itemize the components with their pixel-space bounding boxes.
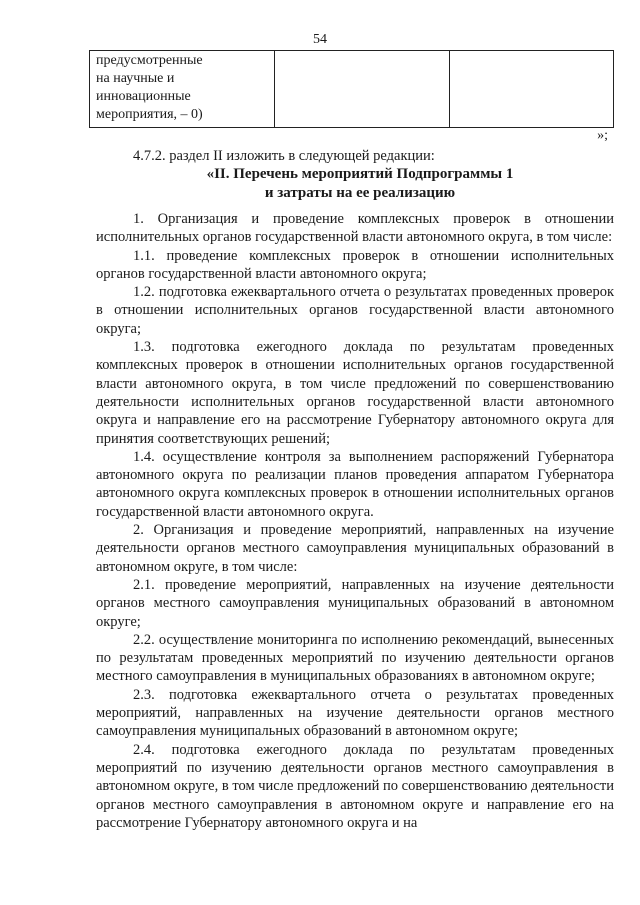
table-cell-description bbox=[90, 51, 275, 128]
paragraph-item: 1.3. подготовка ежегодного доклада по результатам проведенных комплексных проверок в отношении исполнительных органов государственной власти автономного округа, в том числе предложений по совершенствованию деятельности исполнительных органов государственной власти автономного округа и направление его на рассмотрение Губернатору автономного округа для принятия соответствующих решений; bbox=[96, 339, 614, 447]
amendment-lead-in: 4.7.2. раздел II изложить в следующей редакции: bbox=[133, 148, 435, 164]
section-title bbox=[150, 165, 570, 203]
continued-table bbox=[89, 50, 614, 128]
paragraph-item: 2.2. осуществление мониторинга по исполнению рекомендаций, вынесенных по результатам проведенных мероприятий по изучению деятельности органов местного самоуправления в муниципальных образованиях в автономном округе; bbox=[96, 631, 614, 685]
page-number: 54 bbox=[313, 32, 327, 47]
cell-line: инновационные bbox=[96, 89, 191, 104]
paragraph-item: 2.1. проведение мероприятий, направленных на изучение деятельности органов местного самоуправления муниципальных образований в автономном округе; bbox=[96, 576, 614, 630]
paragraph-item: 1.4. осуществление контроля за выполнением распоряжений Губернатора автономного округа по реализации планов проведения аппаратом Губернатора автономного округа комплексных проверок в отношении исполнительных органов государственной власти автономного округа. bbox=[96, 448, 614, 520]
paragraph-item: 1. Организация и проведение комплексных проверок в отношении исполнительных органов государственной власти автономного округа, в том числе: bbox=[96, 211, 614, 246]
paragraph-item: 2.3. подготовка ежеквартального отчета о результатах проведенных мероприятий, направленных на изучение деятельности органов местного самоуправления муниципальных образований в автономном округе; bbox=[96, 686, 614, 740]
table-row bbox=[90, 51, 614, 128]
paragraph-item: 1.2. подготовка ежеквартального отчета о результатах проведенных проверок в отношении исполнительных органов государственной власти автономного округа; bbox=[96, 284, 614, 337]
cell-line: предусмотренные bbox=[96, 53, 203, 68]
closing-quote: »; bbox=[597, 128, 608, 143]
paragraph-item: 2.4. подготовка ежегодного доклада по результатам проведенных мероприятий по изучению деятельности органов местного самоуправления в автономном округе, в том числе предложений по совершенствованию деятельности органов местного самоуправления в автономном округе и направление его на рассмотрение Губернатору автономного округа и на bbox=[96, 741, 614, 831]
section-body bbox=[96, 210, 614, 832]
cell-line: мероприятия, – 0) bbox=[96, 107, 203, 122]
section-title-line: и затраты на ее реализацию bbox=[264, 185, 456, 201]
table-cell-empty bbox=[450, 51, 614, 128]
paragraph-item: 2. Организация и проведение мероприятий, направленных на изучение деятельности органов местного самоуправления муниципальных образований в автономном округе, в том числе: bbox=[96, 522, 614, 575]
section-title-line: «II. Перечень мероприятий Подпрограммы 1 bbox=[206, 166, 514, 182]
paragraph-item: 1.1. проведение комплексных проверок в отношении исполнительных органов государственной власти автономного округа; bbox=[96, 247, 614, 282]
table-cell-empty bbox=[275, 51, 450, 128]
cell-line: на научные и bbox=[96, 71, 175, 86]
